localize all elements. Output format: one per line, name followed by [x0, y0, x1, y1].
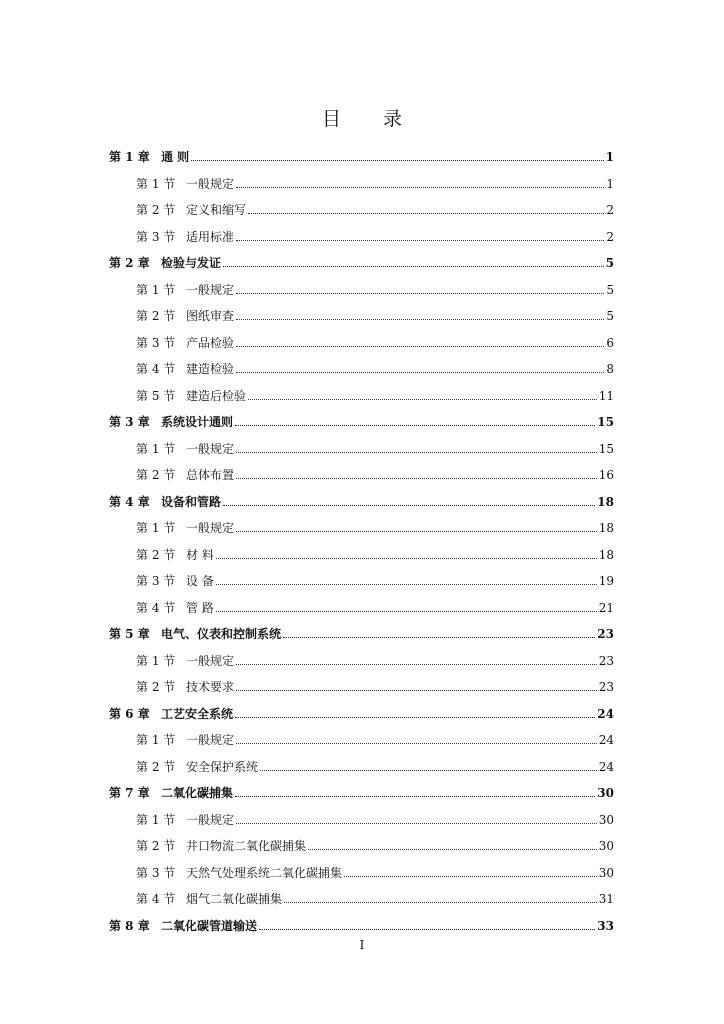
toc-entry-page: 21	[598, 600, 614, 615]
toc-dot-leader	[235, 796, 595, 797]
toc-dot-leader	[223, 266, 604, 267]
toc-entry-page: 19	[598, 574, 614, 588]
toc-entry-page: 15	[597, 415, 614, 429]
toc-chapter-entry[interactable]	[109, 778, 614, 800]
toc-section-entry[interactable]	[136, 831, 614, 853]
toc-entry-number: 第 2 节	[136, 309, 176, 323]
toc-entry-title: 建造后检验	[186, 388, 247, 403]
page-number: I	[359, 938, 365, 952]
toc-chapter-entry[interactable]	[109, 911, 614, 933]
toc-dot-leader	[235, 717, 595, 718]
toc-section-entry[interactable]	[136, 593, 614, 615]
toc-entry-title: 井口物流二氧化碳捕集	[186, 839, 307, 853]
toc-entry-number: 第 3 节	[136, 574, 176, 588]
toc-dot-leader	[248, 399, 597, 400]
toc-section-entry[interactable]	[136, 513, 614, 535]
toc-section-entry[interactable]	[136, 195, 614, 217]
toc-section-entry[interactable]	[136, 672, 614, 694]
toc-entry-page: 2	[606, 203, 614, 217]
toc-entry-page: 18	[598, 547, 614, 562]
toc-entry-page: 5	[606, 282, 614, 297]
toc-entry-title: 图纸审查	[186, 309, 235, 323]
toc-section-entry[interactable]	[136, 328, 614, 350]
toc-chapter-entry[interactable]	[109, 699, 614, 721]
toc-entry-title: 检验与发证	[161, 256, 222, 270]
toc-dot-leader	[248, 213, 604, 214]
toc-entry-title: 设备和管路	[161, 494, 222, 509]
toc-entry-number: 第 8 章	[109, 918, 150, 933]
toc-entry-title: 适用标准	[186, 229, 235, 244]
toc-entry-page: 15	[598, 441, 614, 456]
toc-dot-leader	[236, 743, 597, 744]
toc-chapter-entry[interactable]	[109, 407, 614, 429]
toc-dot-leader	[283, 637, 595, 638]
toc-dot-leader	[236, 293, 604, 294]
toc-section-entry[interactable]	[136, 646, 614, 668]
toc-chapter-entry[interactable]	[109, 248, 614, 270]
toc-entry-number: 第 3 章	[109, 415, 150, 429]
toc-section-entry[interactable]	[136, 222, 614, 244]
toc-entry-page: 24	[597, 706, 614, 721]
toc-entry-page: 11	[598, 388, 614, 403]
toc-entry-number: 第 3 节	[136, 335, 176, 350]
toc-entry-number: 第 2 节	[136, 203, 176, 217]
toc-section-entry[interactable]	[136, 566, 614, 588]
toc-entry-title: 一般规定	[186, 653, 235, 668]
toc-entry-title: 材 料	[186, 547, 214, 562]
toc-entry-title: 一般规定	[186, 521, 235, 535]
toc-entry-title: 管 路	[186, 600, 214, 615]
toc-entry-page: 24	[598, 759, 614, 774]
toc-entry-title: 电气、仪表和控制系统	[161, 627, 282, 641]
toc-entry-number: 第 4 章	[109, 494, 150, 509]
toc-dot-leader	[216, 611, 597, 612]
toc-dot-leader	[236, 372, 604, 373]
toc-dot-leader	[236, 452, 597, 453]
toc-section-entry[interactable]	[136, 752, 614, 774]
toc-entry-title: 一般规定	[186, 282, 235, 297]
toc-entry-page: 5	[605, 256, 614, 270]
toc-entry-page: 24	[598, 733, 614, 747]
toc-dot-leader	[236, 690, 597, 691]
toc-entry-number: 第 2 节	[136, 468, 176, 482]
toc-entry-title: 系统设计通则	[161, 415, 234, 429]
toc-entry-page: 23	[598, 653, 614, 668]
toc-entry-number: 第 1 节	[136, 812, 176, 827]
toc-entry-title: 一般规定	[186, 176, 235, 191]
toc-dot-leader	[308, 849, 597, 850]
toc-dot-leader	[236, 346, 604, 347]
toc-entry-page: 23	[597, 627, 614, 641]
toc-dot-leader	[236, 187, 604, 188]
toc-entry-title: 一般规定	[186, 441, 235, 456]
toc-entry-page: 33	[597, 918, 614, 933]
toc-dot-leader	[236, 319, 604, 320]
toc-entry-title: 定义和缩写	[186, 203, 247, 217]
toc-entry-number: 第 2 节	[136, 839, 176, 853]
toc-entry-page: 18	[598, 521, 614, 535]
toc-entry-number: 第 2 节	[136, 680, 176, 694]
toc-section-entry[interactable]	[136, 301, 614, 323]
toc-entry-title: 总体布置	[186, 468, 235, 482]
toc-entry-title: 二氧化碳管道输送	[161, 918, 258, 933]
toc-dot-leader	[236, 664, 597, 665]
toc-section-entry[interactable]	[136, 805, 614, 827]
toc-entry-page: 31	[598, 892, 614, 906]
toc-entry-page: 1	[606, 176, 614, 191]
toc-entry-number: 第 1 节	[136, 733, 176, 747]
toc-entry-page: 30	[598, 865, 614, 880]
toc-dot-leader	[344, 876, 597, 877]
toc-entry-page: 23	[598, 680, 614, 694]
toc-dot-leader	[216, 558, 597, 559]
toc-section-entry[interactable]	[136, 275, 614, 297]
toc-dot-leader	[284, 902, 597, 903]
toc-section-entry[interactable]	[136, 884, 614, 906]
toc-chapter-entry[interactable]	[109, 142, 614, 164]
toc-entry-page: 16	[598, 468, 614, 482]
toc-entry-number: 第 2 节	[136, 547, 176, 562]
toc-entry-number: 第 5 节	[136, 388, 176, 403]
toc-entry-title: 天然气处理系统二氧化碳捕集	[186, 865, 343, 880]
toc-dot-leader	[236, 823, 597, 824]
toc-entry-number: 第 1 节	[136, 441, 176, 456]
toc-chapter-entry[interactable]	[109, 487, 614, 509]
toc-entry-page: 5	[606, 309, 614, 323]
toc-entry-title: 烟气二氧化碳捕集	[186, 892, 283, 906]
toc-entry-title: 一般规定	[186, 812, 235, 827]
toc-entry-number: 第 6 章	[109, 706, 150, 721]
toc-entry-title: 技术要求	[186, 680, 235, 694]
toc-section-entry[interactable]	[136, 381, 614, 403]
toc-section-entry[interactable]	[136, 434, 614, 456]
toc-dot-leader	[235, 425, 595, 426]
toc-section-entry[interactable]	[136, 725, 614, 747]
toc-entry-number: 第 2 章	[109, 256, 150, 270]
toc-entry-number: 第 3 节	[136, 865, 176, 880]
toc-entry-page: 6	[606, 335, 614, 350]
toc-entry-number: 第 2 节	[136, 759, 176, 774]
toc-entry-page: 30	[598, 839, 614, 853]
toc-entry-number: 第 1 节	[136, 653, 176, 668]
toc-entry-title: 安全保护系统	[186, 759, 259, 774]
toc-entry-page: 30	[598, 812, 614, 827]
toc-entry-page: 30	[597, 786, 614, 800]
toc-dot-leader	[223, 505, 595, 506]
toc-section-entry[interactable]	[136, 354, 614, 376]
page-title: 目 录	[321, 108, 421, 130]
toc-entry-title: 通 则	[161, 150, 190, 164]
toc-entry-title: 工艺安全系统	[161, 706, 234, 721]
toc-section-entry[interactable]	[136, 540, 614, 562]
toc-dot-leader	[216, 584, 597, 585]
toc-section-entry[interactable]	[136, 169, 614, 191]
toc-entry-number: 第 4 节	[136, 600, 176, 615]
toc-entry-number: 第 1 节	[136, 282, 176, 297]
toc-section-entry[interactable]	[136, 460, 614, 482]
toc-entry-number: 第 3 节	[136, 229, 176, 244]
toc-dot-leader	[236, 531, 597, 532]
toc-entry-number: 第 7 章	[109, 786, 150, 800]
toc-entry-number: 第 4 节	[136, 362, 176, 376]
toc-section-entry[interactable]	[136, 858, 614, 880]
toc-entry-title: 产品检验	[186, 335, 235, 350]
toc-entry-title: 建造检验	[186, 362, 235, 376]
toc-chapter-entry[interactable]	[109, 619, 614, 641]
toc-entry-page: 1	[605, 150, 614, 164]
toc-entry-number: 第 5 章	[109, 627, 150, 641]
toc-entry-number: 第 1 章	[109, 150, 150, 164]
toc-dot-leader	[191, 160, 603, 161]
toc-entry-number: 第 4 节	[136, 892, 176, 906]
toc-dot-leader	[259, 929, 595, 930]
toc-entry-page: 18	[597, 494, 614, 509]
toc-entry-page: 2	[606, 229, 614, 244]
toc-entry-title: 设 备	[186, 574, 214, 588]
toc-dot-leader	[260, 770, 597, 771]
toc-entry-number: 第 1 节	[136, 521, 176, 535]
toc-dot-leader	[236, 240, 604, 241]
toc-entry-title: 二氧化碳捕集	[161, 786, 234, 800]
toc-entry-number: 第 1 节	[136, 176, 176, 191]
toc-entry-page: 8	[606, 362, 614, 376]
toc-dot-leader	[236, 478, 597, 479]
toc-entry-title: 一般规定	[186, 733, 235, 747]
